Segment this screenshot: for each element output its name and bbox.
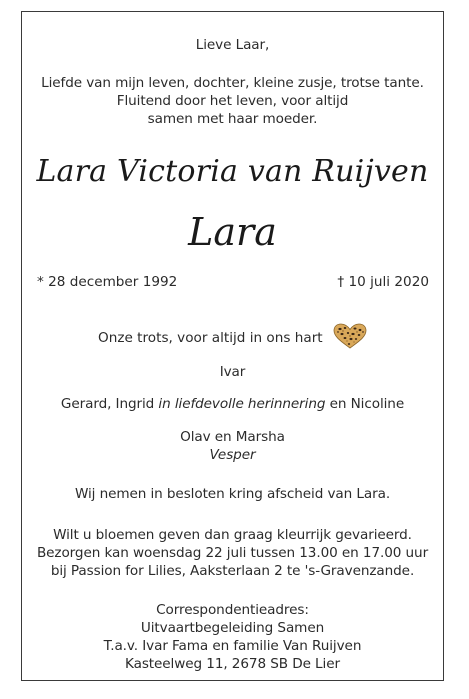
flowers-line-2: Bezorgen kan woensdag 22 juli tussen 13.00 en 17.00 uur [36,545,429,561]
pride-line [22,325,443,351]
death-date: † 10 juli 2020 [337,274,429,290]
flowers-line-1: Wilt u bloemen geven dan graag kleurrijk gevarieerd. [53,527,412,543]
family-line-2-end: en Nicoline [325,396,405,412]
family-line-2-start: Gerard, Ingrid [60,396,159,412]
flowers-line-3: bij Passion for Lilies, Aaksterlaan 2 te 's-Gravenzande. [50,563,415,579]
farewell-line: Wij nemen in besloten kring afscheid van Lara. [74,486,391,502]
leopard-heart-icon [333,323,367,349]
full-name: Lara Victoria van Ruijven [36,154,429,189]
death-notice-card [21,11,444,681]
address-line-2: Uitvaartbegeleiding Samen [140,620,325,636]
address-line-3: T.a.v. Ivar Fama en familie Van Ruijven [103,638,362,654]
intro-line-1: Liefde van mijn leven, dochter, kleine zusje, trotse tante. [41,75,424,91]
family-line-4: Vesper [209,447,256,463]
birth-date: * 28 december 1992 [37,274,178,290]
nickname: Lara [188,210,277,254]
family-line-2-italic: in liefdevolle herinnering [158,396,326,412]
greeting: Lieve Laar, [195,37,270,53]
intro-line-3: samen met haar moeder. [147,111,318,127]
address-line-1: Correspondentieadres: [156,602,309,618]
family-line-2 [22,396,443,413]
intro-line-2: Fluitend door het leven, voor altijd [116,93,349,109]
address-line-4: Kasteelweg 11, 2678 SB De Lier [125,656,340,672]
pride-text: Onze trots, voor altijd in ons hart [98,330,323,346]
family-line-3: Olav en Marsha [180,429,285,445]
family-line-1: Ivar [219,364,246,380]
